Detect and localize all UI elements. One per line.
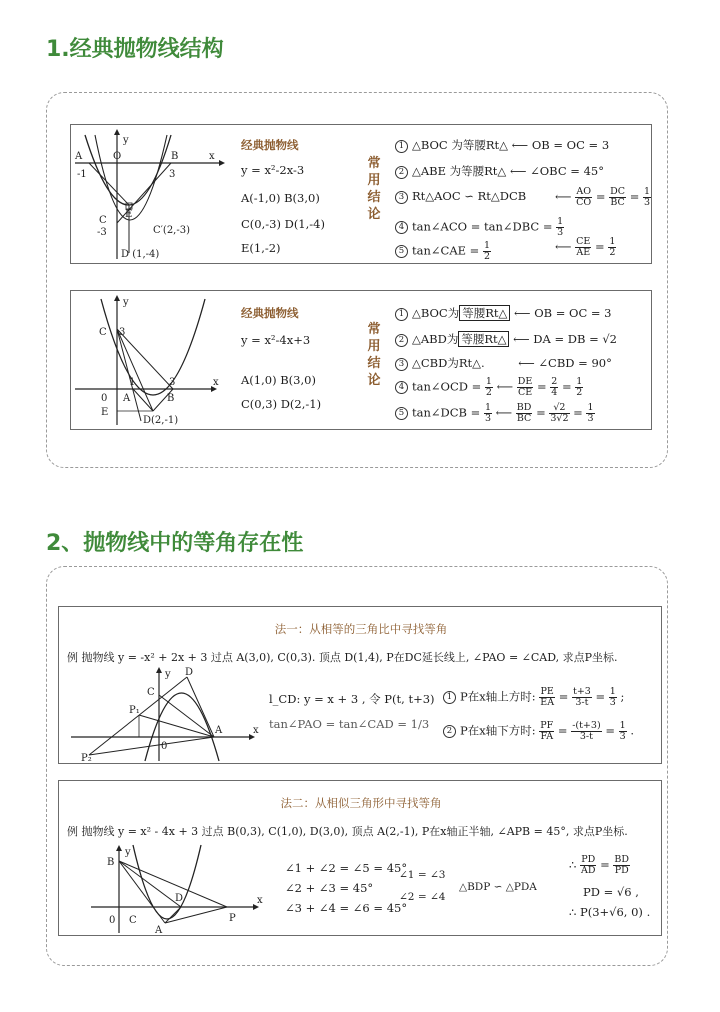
method2-line-1: ∠1 + ∠2 = ∠5 = 45° (285, 861, 408, 875)
section-title-1: 1.经典抛物线结构 (46, 37, 224, 62)
method-card-1 (58, 606, 662, 764)
parabola-graph-1 (71, 125, 231, 263)
graph1-label-x: x (209, 151, 215, 162)
method2-res-1: ∴ $\frac{PD}{AD}$ = $\frac{BD}{PD}$ (569, 854, 630, 876)
structure1-equation: y = x²-2x-3 (241, 163, 305, 177)
method1-label-D: D (185, 667, 194, 678)
method1-label-P2: P₂ (81, 753, 92, 763)
method2-label-D: D (175, 893, 184, 904)
section-title-2: 2、抛物线中的等角存在性 (46, 531, 304, 556)
structure1-points-3: E(1,-2) (241, 241, 281, 255)
method2-label-A: A (155, 925, 163, 935)
method-card-2 (58, 780, 662, 936)
structure1-conclusion-5-ratio: ⟵ $\frac{CE}{AE}$ = $\frac{1}{2}$ (555, 236, 616, 258)
method2-label-C: C (129, 915, 137, 926)
method2-mid-1: ∠1 = ∠3 (399, 869, 446, 881)
method2-line-3: ∠3 + ∠4 = ∠6 = 45° (285, 901, 408, 915)
method1-label-P1: P₁ (129, 705, 140, 716)
graph1-label-E: E (125, 209, 133, 220)
structure2-heading: 经典抛物线 (241, 306, 299, 320)
structure1-points-2: C(0,-3) D(1,-4) (241, 217, 325, 231)
graph2-label-1: 1 (129, 377, 136, 388)
structure2-conclusion-5: 5 tan∠DCB = $\frac{1}{3}$ ⟵ $\frac{BD}{BC}$ = $\frac{√2}{3√2}$ = $\frac{1}{3}$ (395, 403, 595, 424)
structure2-conclusion-4: 4 tan∠OCD = $\frac{1}{2}$ ⟵ $\frac{DE}{CE}$ = $\frac{2}{4}$ = $\frac{1}{2}$ (395, 377, 583, 398)
graph1-label-A: A (75, 151, 83, 162)
method2-res-2: PD = √6 , (583, 885, 639, 899)
graph2-label-3c: 3 (119, 327, 126, 338)
graph1-label-B: B (171, 151, 179, 162)
graph1-label-y: y (123, 135, 129, 146)
parabola-graph-2 (71, 291, 231, 429)
structure1-conclusion-3-ratio: ⟵ $\frac{AO}{CO}$ = $\frac{DC}{BC}$ = $\frac{1}{3}$ (555, 186, 651, 208)
graph1-label-D: D (1,-4) (121, 249, 160, 260)
method2-graph (89, 843, 279, 935)
method2-label-O: 0 (109, 915, 116, 926)
graph2-label-3: 3 (169, 377, 176, 388)
structure2-conclusion-1: 1 △BOC为 等腰Rt△ ⟵ OB = OC = 3 (395, 305, 612, 321)
method2-label-P: P (229, 913, 236, 924)
method1-label-y: y (165, 669, 171, 680)
structure1-conclusion-1: 1 △BOC 为等腰Rt△ ⟵ OB = OC = 3 (395, 137, 609, 153)
method1-case1: 1 P在x轴上方时: $\frac{PE}{EA}$ = $\frac{t+3}{3-t}$ = $\frac{1}{3}$ ; (443, 687, 624, 708)
graph2-label-E: E (101, 407, 109, 418)
graph1-label-neg1: -1 (77, 169, 87, 180)
method1-label-C: C (147, 687, 155, 698)
method1-label-A: A (215, 725, 223, 736)
graph1-label-C: C (99, 215, 107, 226)
structure-card-2 (70, 290, 652, 430)
method1-problem: 例 抛物线 y = -x² + 2x + 3 过点 A(3,0), C(0,3). 顶点 D(1,4), P在DC延长线上, ∠PAO = ∠CAD, 求点P坐标. (67, 651, 618, 664)
method2-label-x: x (257, 895, 263, 906)
structure1-side-label: 常 用 结 论 (367, 156, 381, 222)
method2-res-3: ∴ P(3+√6, 0) . (569, 905, 651, 919)
graph2-label-D: D(2,-1) (143, 415, 179, 426)
graph2-label-B: B (167, 393, 175, 404)
method1-title: 法一：从相等的三角比中寻找等角 (274, 622, 448, 636)
method1-tan: tan∠PAO = tan∠CAD = 1/3 (269, 717, 430, 731)
structure1-conclusion-3: 3 Rt△AOC ∽ Rt△DCB (395, 189, 526, 204)
method1-label-O: 0 (161, 741, 168, 752)
structure2-points-2: C(0,3) D(2,-1) (241, 397, 322, 411)
structure2-side-label: 常 用 结 论 (367, 322, 381, 388)
graph2-label-y: y (123, 297, 129, 308)
method2-mid-2: ∠2 = ∠4 (399, 891, 446, 903)
method2-label-y: y (125, 847, 131, 858)
method2-label-B: B (107, 857, 115, 868)
graph1-label-3: 3 (169, 169, 176, 180)
structure-card-1 (70, 124, 652, 264)
method1-label-x: x (253, 725, 259, 736)
method2-title: 法二：从相似三角形中寻找等角 (280, 796, 442, 810)
structure2-equation: y = x²-4x+3 (241, 333, 311, 347)
method2-problem: 例 抛物线 y = x² - 4x + 3 过点 B(0,3), C(1,0), D(3,0), 顶点 A(2,-1), P在x轴正半轴, ∠APB = 45°, 求点P坐标. (67, 825, 628, 838)
graph2-label-O: 0 (101, 393, 108, 404)
graph1-label-O: O (113, 151, 122, 162)
structure1-conclusion-5: 5 tan∠CAE = $\frac{1}{2}$ (395, 241, 491, 262)
structure1-heading: 经典抛物线 (241, 138, 299, 152)
graph2-label-x: x (213, 377, 219, 388)
method1-graph (69, 665, 269, 763)
graph1-label-neg3: -3 (97, 227, 107, 238)
graph1-label-cprime: C′(2,-3) (153, 225, 191, 236)
method1-lcd: l_CD: y = x + 3 , 令 P(t, t+3) (269, 692, 435, 706)
structure1-points-1: A(-1,0) B(3,0) (241, 191, 320, 205)
structure1-conclusion-2: 2 △ABE 为等腰Rt△ ⟵ ∠OBC = 45° (395, 163, 604, 179)
structure2-conclusion-3: 3 △CBD为Rt△. ⟵ ∠CBD = 90° (395, 355, 612, 371)
graph2-label-C: C (99, 327, 107, 338)
graph2-label-A: A (123, 393, 131, 404)
structure2-points-1: A(1,0) B(3,0) (241, 373, 316, 387)
method1-case2: 2 P在x轴下方时: $\frac{PF}{FA}$ = $\frac{-(t+3)}{3-t}$ = $\frac{1}{3}$ . (443, 721, 634, 742)
structure2-conclusion-2: 2 △ABD为 等腰Rt△ ⟵ DA = DB = √2 (395, 331, 617, 347)
method2-line-2: ∠2 + ∠3 = 45° (285, 881, 374, 895)
method2-sim: △BDP ∽ △PDA (459, 881, 537, 893)
structure1-conclusion-4: 4 tan∠ACO = tan∠DBC = $\frac{1}{3}$ (395, 217, 564, 238)
